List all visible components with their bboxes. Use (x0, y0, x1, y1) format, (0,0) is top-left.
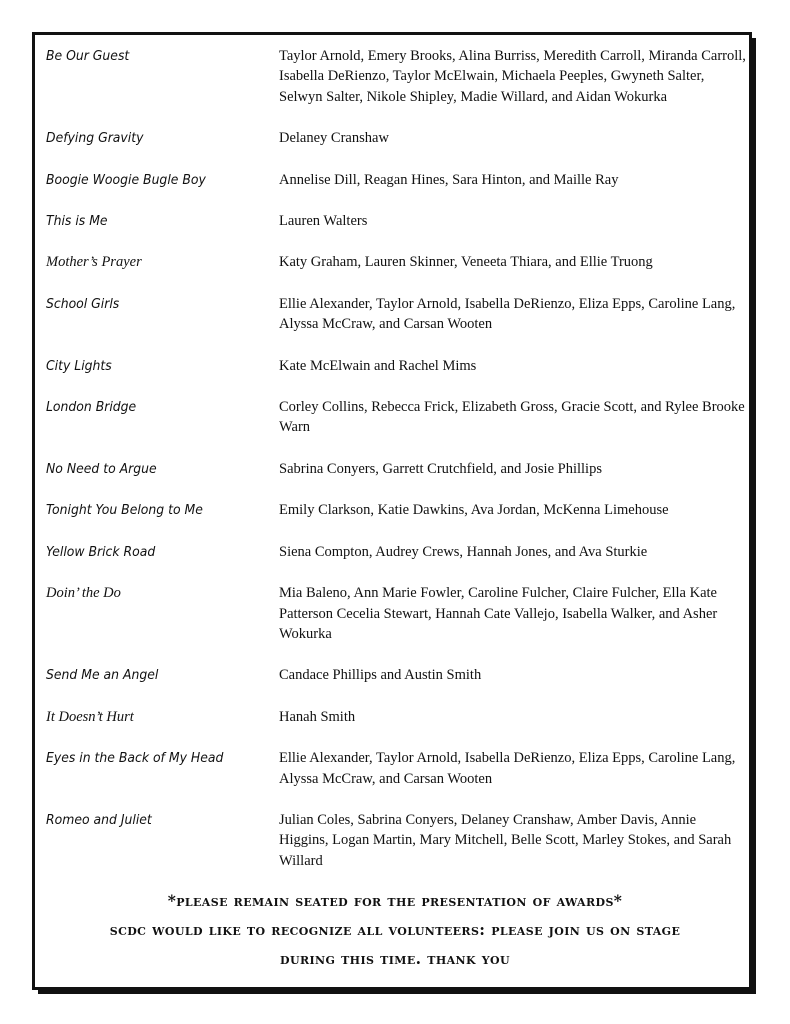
performer-list: Annelise Dill, Reagan Hines, Sara Hinton, and Maille Ray (279, 171, 619, 188)
program-row-no-need-to-argue (46, 458, 746, 479)
performer-list: Candace Phillips and Austin Smith (279, 667, 482, 684)
song-title: Romeo and Juliet (46, 811, 152, 828)
performer-list: Siena Compton, Audrey Crews, Hannah Jones, and Ava Sturkie (279, 543, 648, 560)
program-row-yellow-brick-road (46, 541, 746, 562)
performer-list: Hanah Smith (279, 708, 356, 725)
program-row-mothers-prayer (46, 251, 746, 272)
song-title: Send Me an Angel (46, 667, 159, 684)
program-row-be-our-guest (46, 45, 746, 107)
song-title: No Need to Argue (46, 460, 157, 477)
performer-list: Emily Clarkson, Katie Dawkins, Ava Jordan, McKenna Limehouse (279, 502, 669, 519)
program-row-london-bridge (46, 396, 746, 438)
program-row-city-lights (46, 355, 746, 376)
awards-notice (36, 886, 754, 973)
song-title: Defying Gravity (46, 130, 144, 147)
song-title: Boogie Woogie Bugle Boy (46, 171, 206, 188)
program-row-school-girls (46, 293, 746, 335)
page-border-shadow-right (752, 38, 756, 994)
notice-line-remain-seated: *please remain seated for the presentation of awards* (167, 891, 623, 910)
performer-list: Ellie Alexander, Taylor Arnold, Isabella DeRienzo, Eliza Epps, Caroline Lang, Alyssa McCraw, and Carsan Wooten (279, 295, 736, 333)
performer-list: Julian Coles, Sabrina Conyers, Delaney Cranshaw, Amber Davis, Annie Higgins, Logan Martin, Mary Mitchell, Belle Scott, Marley Stokes, and Sarah Willard (279, 811, 732, 869)
song-title: London Bridge (46, 399, 137, 416)
program-row-send-me-an-angel (46, 664, 746, 685)
performer-list: Delaney Cranshaw (279, 130, 389, 147)
song-title: Mother’s Prayer (46, 254, 142, 271)
performer-list: Sabrina Conyers, Garrett Crutchfield, and Josie Phillips (279, 460, 602, 477)
song-title: Doin’ the Do (46, 585, 121, 602)
song-title: It Doesn’t Hurt (46, 708, 134, 725)
notice-line-thank-you: during this time. thank you (280, 949, 510, 968)
notice-line-recognize-volunteers: scdc would like to recognize all volunteers: please join us on stage (109, 920, 681, 939)
page-border-shadow-bottom (38, 990, 756, 994)
song-title: Be Our Guest (46, 48, 130, 64)
program-row-eyes-in-the-back-of-my-head (46, 747, 746, 789)
performer-list: Lauren Walters (279, 213, 368, 230)
program-row-defying-gravity (46, 127, 746, 148)
performer-list: Kate McElwain and Rachel Mims (279, 357, 477, 374)
program-row-boogie-woogie-bugle-boy (46, 169, 746, 190)
song-title: This is Me (46, 213, 108, 230)
song-title: School Girls (46, 295, 120, 312)
performer-list: Mia Baleno, Ann Marie Fowler, Caroline Fulcher, Claire Fulcher, Ella Kate Patterson Cecelia Stewart, Hannah Cate Vallejo, Isabella Walker, and Asher Wokurka (279, 585, 718, 642)
song-title: City Lights (46, 357, 112, 374)
performer-list: Corley Collins, Rebecca Frick, Elizabeth Gross, Gracie Scott, and Rylee Brooke Warn (279, 399, 745, 436)
program-list (46, 45, 746, 891)
program-row-tonight-you-belong-to-me (46, 499, 746, 520)
song-title: Eyes in the Back of My Head (46, 750, 224, 767)
program-row-this-is-me (46, 210, 746, 231)
song-title: Yellow Brick Road (46, 543, 156, 560)
program-row-romeo-and-juliet (46, 809, 746, 871)
performer-list: Ellie Alexander, Taylor Arnold, Isabella DeRienzo, Eliza Epps, Caroline Lang, Alyssa McCraw, and Carsan Wooten (279, 750, 736, 787)
performer-list: Katy Graham, Lauren Skinner, Veneeta Thiara, and Ellie Truong (279, 254, 653, 271)
program-row-it-doesnt-hurt (46, 706, 746, 727)
performer-list: Taylor Arnold, Emery Brooks, Alina Burriss, Meredith Carroll, Miranda Carroll, Isabella DeRienzo, Taylor McElwain, Michaela Peeples, Gwyneth Salter, Selwyn Salter, Nikole Shipley, Madie Willard, and Aidan Wokurka (279, 48, 746, 105)
song-title: Tonight You Belong to Me (46, 502, 203, 519)
program-row-doin-the-do (46, 582, 746, 644)
